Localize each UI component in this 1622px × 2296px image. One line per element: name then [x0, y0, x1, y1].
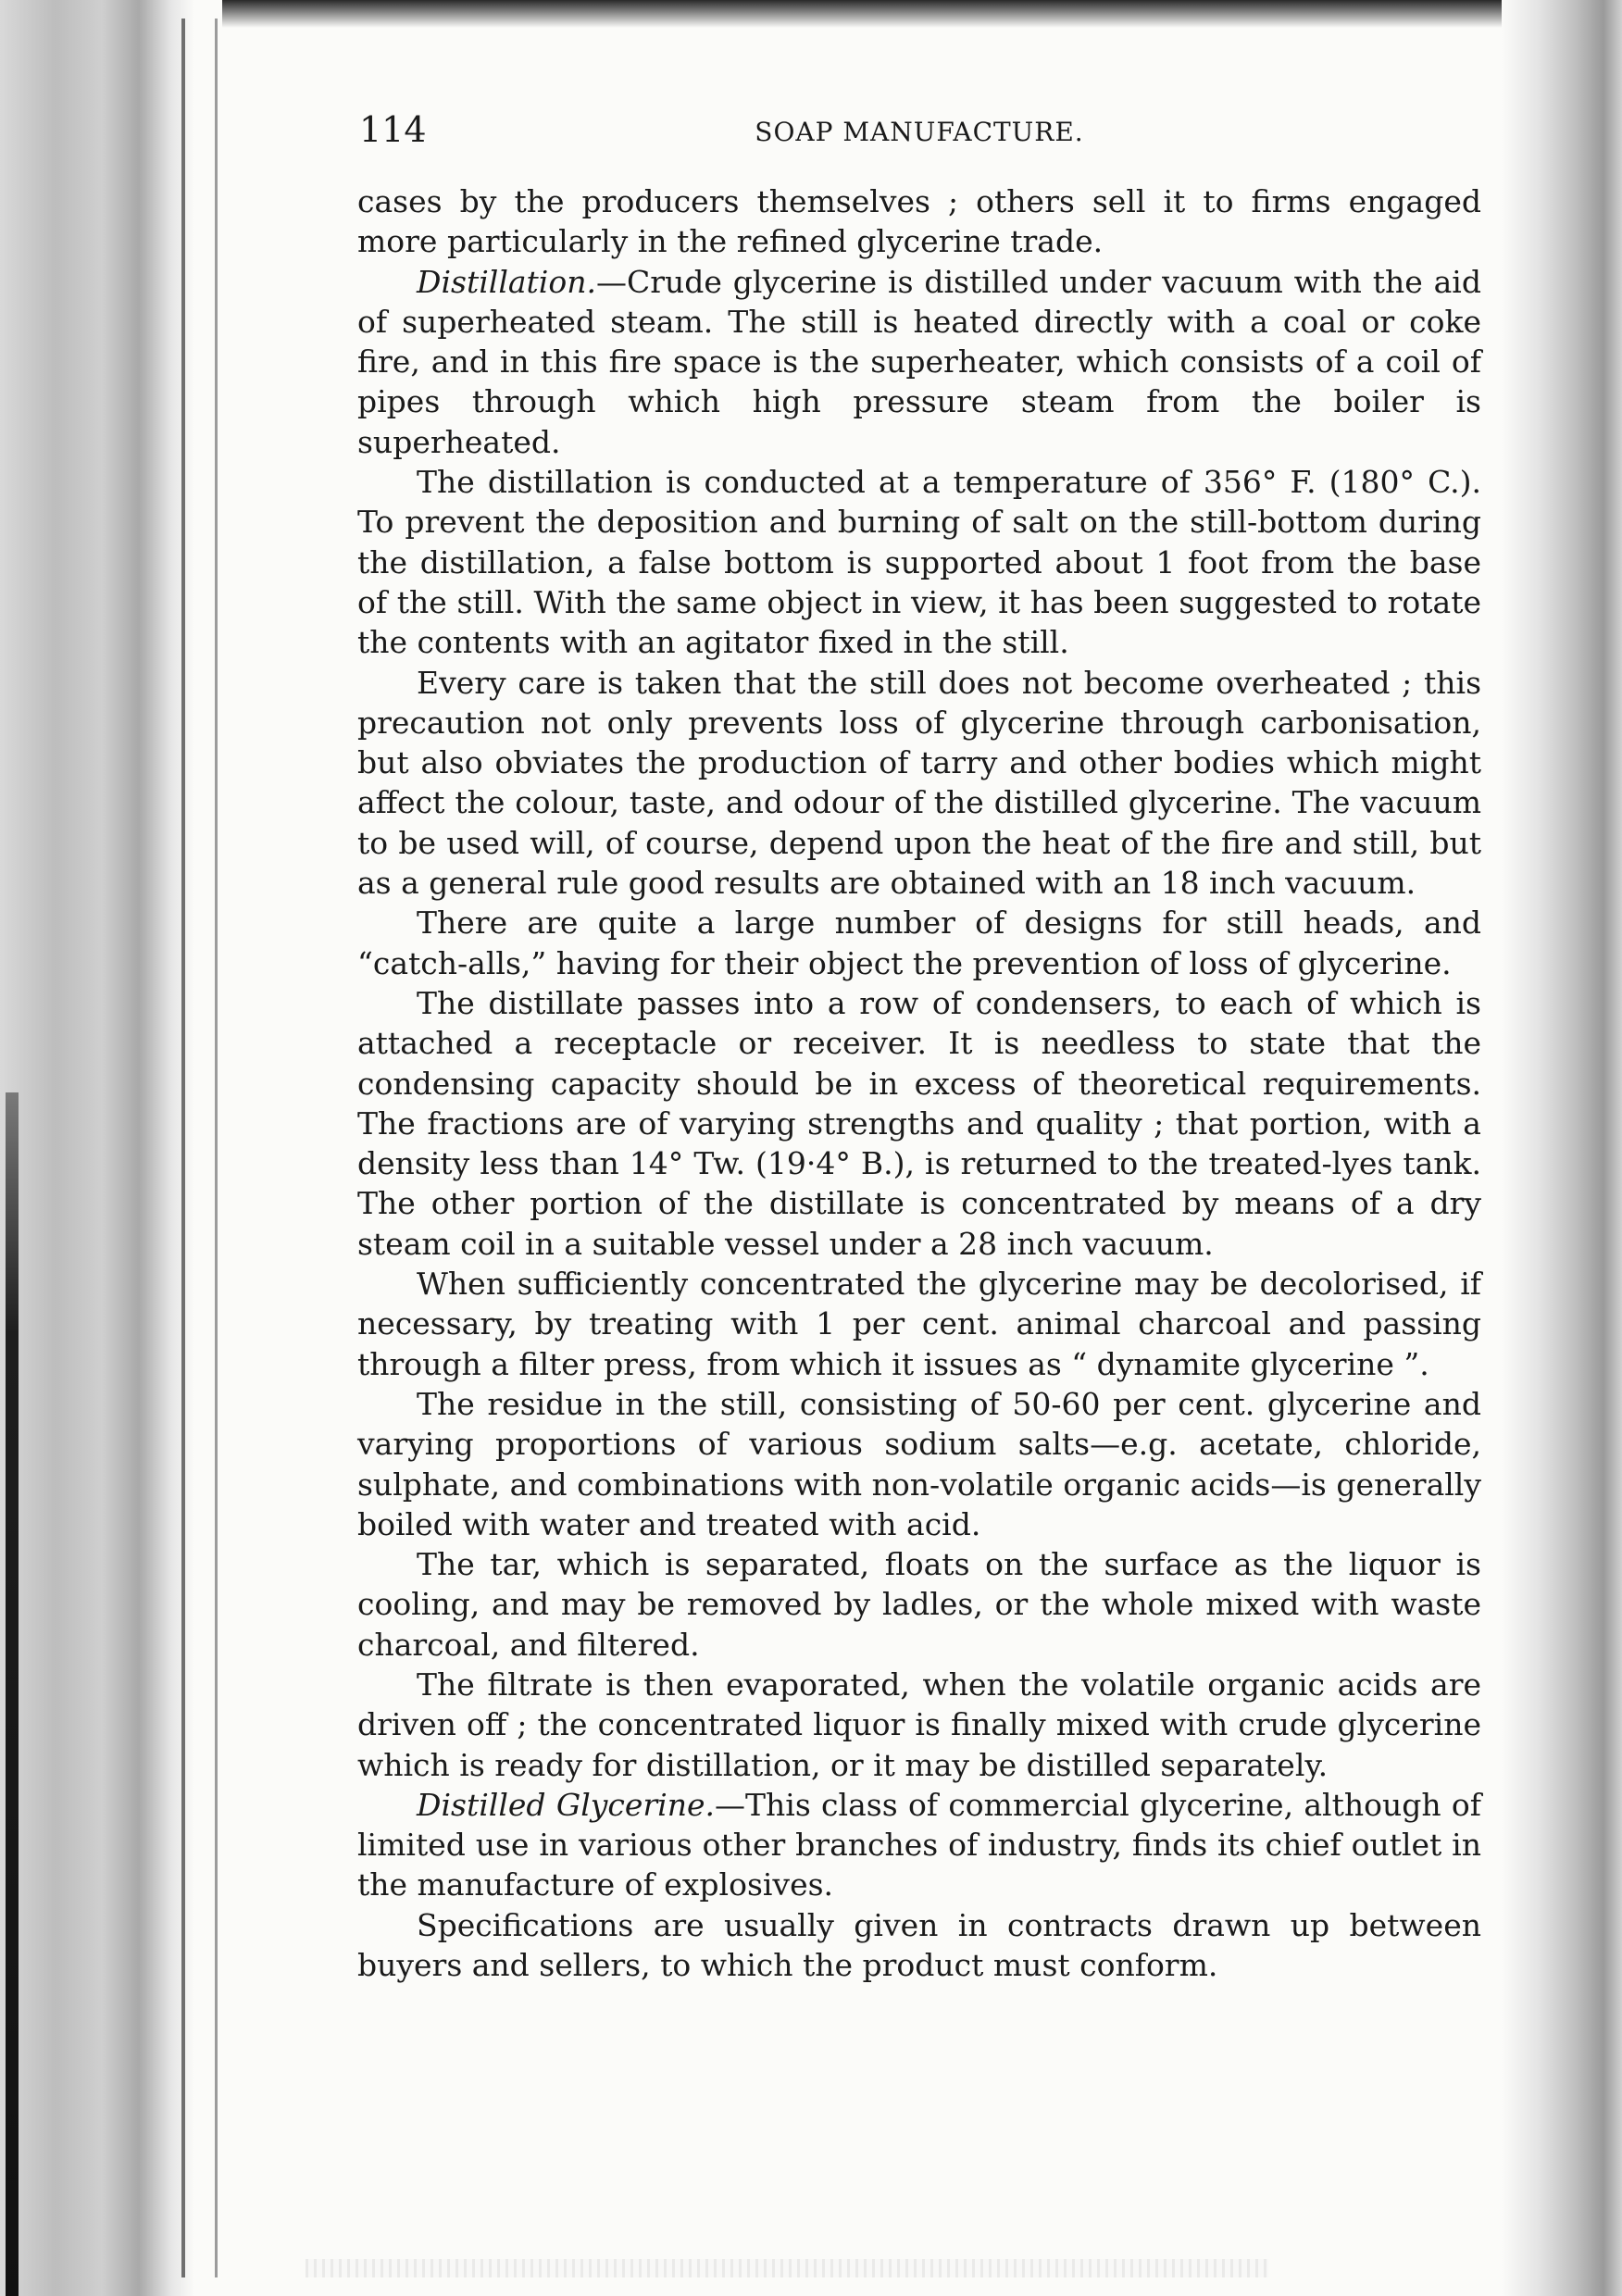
paragraph — [357, 983, 1481, 1264]
paragraph — [357, 663, 1481, 904]
page-header — [359, 109, 1479, 156]
paragraph — [357, 1264, 1481, 1384]
running-title: SOAP MANUFACTURE. — [755, 117, 1084, 147]
paragraph — [357, 462, 1481, 662]
paragraph — [357, 903, 1481, 983]
top-scan-edge — [222, 0, 1622, 28]
binding-shadow — [6, 1092, 19, 2296]
right-scan-edge — [1502, 0, 1622, 2296]
paragraph — [357, 262, 1481, 462]
paragraph — [357, 1544, 1481, 1665]
paragraph — [357, 1384, 1481, 1544]
paragraph — [357, 1905, 1481, 1986]
page-edge-line — [215, 19, 218, 2277]
bottom-scan-noise — [306, 2259, 1268, 2277]
paragraph — [357, 181, 1481, 262]
paragraph-text: Specifications are usually given in contracts drawn up between buyers and sellers, to which the product must conform. — [357, 1906, 1481, 1984]
binding-gutter — [0, 0, 194, 2296]
paragraph-text: The filtrate is then evaporated, when the volatile organic acids are driven off ; the concentrated liquor is finally mixed with crude glycerine which is ready for distillation, or it may be distilled separately. — [357, 1666, 1481, 1783]
paragraph-text: The residue in the still, consisting of 50-60 per cent. glycerine and varying proportions of various sodium salts—e.g. acetate, chloride, sulphate, and combinations with non-volatile organic acids—is generally boiled with water and treated with acid. — [357, 1385, 1481, 1542]
body-text — [357, 181, 1481, 1985]
paragraph — [357, 1785, 1481, 1905]
paragraph-text: The tar, which is separated, floats on the surface as the liquor is cooling, and may be removed by ladles, or the whole mixed with waste charcoal, and filtered. — [357, 1546, 1481, 1663]
paragraph-text: The distillation is conducted at a temperature of 356° F. (180° C.). To prevent the deposition and burning of salt on the still-bottom during the distillation, a false bottom is supported about 1 foot from the base of the still. With the same object in view, it has been suggested to rotate the contents with an agitator fixed in the still. — [357, 464, 1481, 661]
paragraph — [357, 1665, 1481, 1785]
paragraph-text: Every care is taken that the still does not become overheated ; this precaution not only prevents loss of glycerine through carbonisation, but also obviates the production of tarry and other bodies which might affect the colour, taste, and odour of the distilled glycerine. The vacuum to be used will, of course, depend upon the heat of the fire and still, but as a general rule good results are obtained with an 18 inch vacuum. — [357, 664, 1481, 902]
paragraph-text: —Crude glycerine is distilled under vacuum with the aid of superheated steam. The still is heated directly with a coal or coke fire, and in this fire space is the superheater, which consists of a coil of pipes through which high pressure steam from the boiler is superheated. — [357, 263, 1481, 460]
paragraph-text: The distillate passes into a row of condensers, to each of which is attached a receptacle or receiver. It is needless to state that the condensing capacity should be in excess of theoretical requirements. The fractions are of varying strengths and quality ; that portion, with a density less than 14° Tw. (19·4° B.), is returned to the treated-lyes tank. The other portion of the distillate is concentrated by means of a dry steam coil in a suitable vessel under a 28 inch vacuum. — [357, 984, 1481, 1262]
paragraph-text: There are quite a large number of designs for still heads, and “catch-alls,” having for their object the prevention of loss of glycerine. — [357, 905, 1481, 981]
section-heading: Distilled Glycerine. — [417, 1786, 715, 1823]
binding-edge-line — [181, 19, 185, 2277]
section-heading: Distillation. — [417, 263, 596, 300]
page-number: 114 — [359, 109, 427, 150]
paragraph-text: —This class of commercial glycerine, although of limited use in various other branches of industry, finds its chief outlet in the manufacture of explosives. — [357, 1786, 1481, 1903]
paragraph-text: When sufficiently concentrated the glycerine may be decolorised, if necessary, by treating with 1 per cent. animal charcoal and passing through a filter press, from which it issues as “ dynamite glycerine ”. — [357, 1266, 1481, 1382]
paragraph-text: cases by the producers themselves ; others sell it to firms engaged more particularly in the refined glycerine trade. — [357, 183, 1481, 260]
